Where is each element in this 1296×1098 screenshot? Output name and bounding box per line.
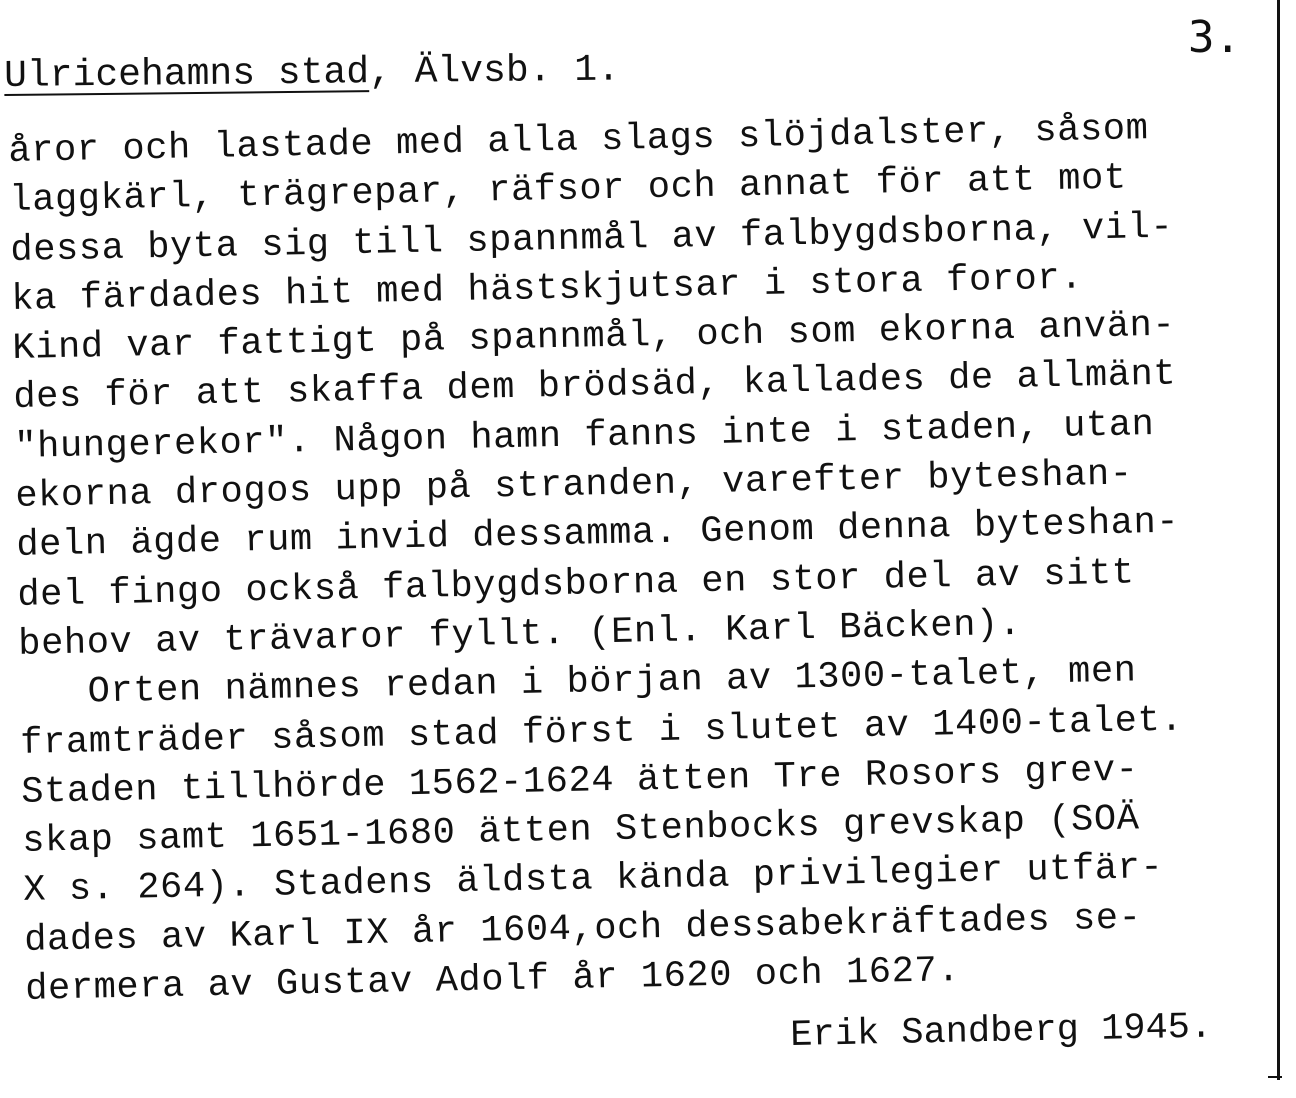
text-line: Kind var fattigt på spannmål, och som ekorna använ- xyxy=(12,304,1176,371)
page-corner-mark xyxy=(1268,1076,1282,1078)
text-line: framträder såsom stad först i slutet av 1400-talet. xyxy=(19,699,1184,765)
text-line: åror och lastade med alla slags slöjdalster, såsom xyxy=(8,108,1149,173)
text-line: dades av Karl IX år 1604,och dessabekräftades se- xyxy=(23,897,1142,962)
text-line: dessa byta sig till spannmål av falbygdsborna, vil- xyxy=(10,206,1174,272)
text-line: del fingo också falbygdsborna en stor del av sitt xyxy=(16,552,1135,617)
text-line: behov av trävaror fyllt. (Enl. Karl Bäcken). xyxy=(17,603,1022,666)
document-header xyxy=(3,48,621,98)
text-line: "hungerekor". Någon hamn fanns inte i staden, utan xyxy=(13,403,1155,469)
text-line: deln ägde rum invid dessamma. Genom denna byteshan- xyxy=(15,501,1180,568)
page-number: 3. xyxy=(1188,12,1241,63)
header-region: , Älvsb. 1. xyxy=(368,48,621,95)
author-signature: Erik Sandberg 1945. xyxy=(789,1006,1213,1057)
city-title: Ulricehamns stad xyxy=(3,51,370,98)
text-line: X s. 264). Stadens äldsta kända privilegier utfär- xyxy=(22,847,1164,913)
text-line: ka färdades hit med hästskjutsar i stora foror. xyxy=(11,257,1084,321)
text-line: ekorna drogos upp på stranden, varefter byteshan- xyxy=(14,453,1133,518)
text-line: dermera av Gustav Adolf år 1620 och 1627. xyxy=(24,950,961,1011)
body-text xyxy=(8,103,1296,1016)
text-line: skap samt 1651-1680 ätten Stenbocks grevskap (SOÄ xyxy=(21,798,1140,864)
text-line: Staden tillhörde 1562-1624 ätten Tre Rosors grev- xyxy=(20,749,1139,814)
text-line: Orten nämnes redan i början av 1300-talet, men xyxy=(18,650,1137,716)
text-line: laggkärl, trägrepar, räfsor och annat för att mot xyxy=(9,157,1128,223)
text-line: des för att skaffa dem brödsäd, kallades de allmänt xyxy=(13,354,1177,420)
